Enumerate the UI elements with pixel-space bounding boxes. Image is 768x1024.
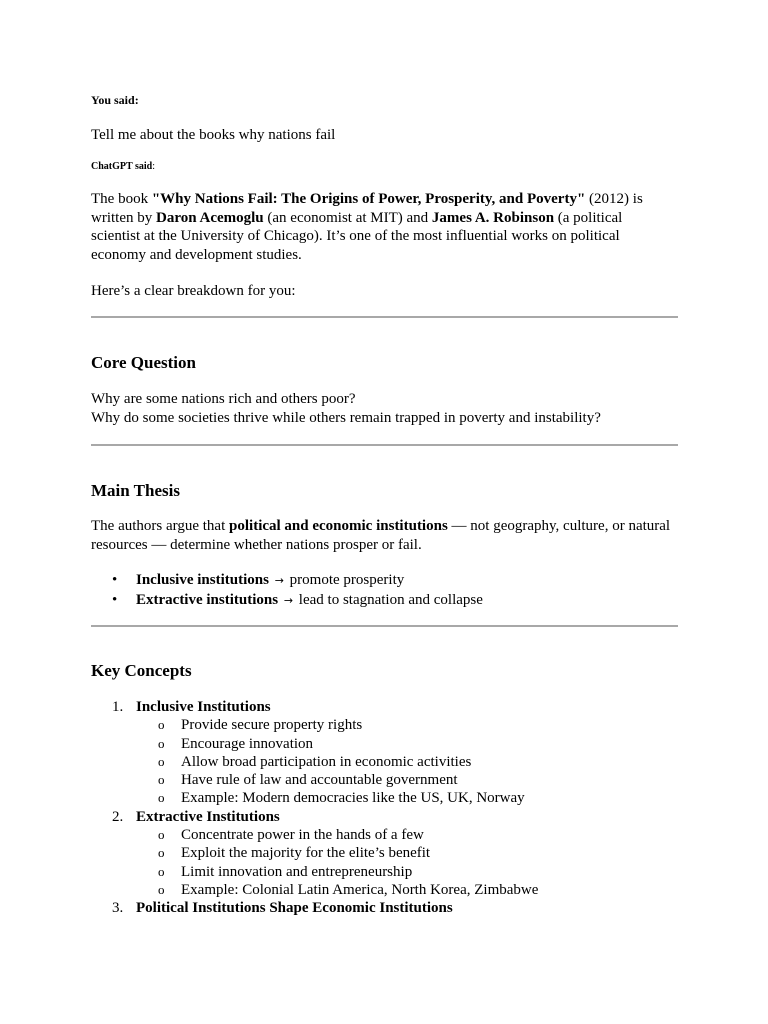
list-item bbox=[91, 899, 679, 917]
main-thesis-heading: Main Thesis bbox=[91, 481, 180, 500]
intro-text: (a political bbox=[554, 209, 623, 226]
core-question-body bbox=[91, 390, 679, 427]
sub-item-text: Limit innovation and entrepreneurship bbox=[181, 863, 413, 880]
intro-text: (an economist at MIT) and bbox=[263, 209, 432, 226]
user-message: Tell me about the books why nations fail bbox=[91, 127, 336, 143]
list-number: 2. bbox=[112, 808, 124, 825]
concept-title: Extractive Institutions bbox=[136, 808, 280, 825]
intro-text: written by bbox=[91, 209, 156, 226]
core-line-1: Why are some nations rich and others poor? bbox=[91, 391, 356, 407]
concept-title: Inclusive Institutions bbox=[136, 699, 271, 715]
thesis-line-2: resources — determine whether nations prosper or fail. bbox=[91, 536, 422, 553]
list-number: 3. bbox=[112, 900, 124, 917]
chatgpt-said-colon: : bbox=[152, 161, 156, 172]
intro-text: (2012) is bbox=[585, 191, 643, 207]
circle-bullet-icon: o bbox=[158, 717, 165, 733]
main-thesis-body bbox=[91, 517, 679, 554]
circle-bullet-icon: o bbox=[158, 827, 165, 843]
list-item bbox=[91, 591, 679, 611]
list-item bbox=[91, 571, 679, 591]
sub-item-text: Encourage innovation bbox=[181, 735, 314, 752]
list-item bbox=[91, 808, 679, 899]
author-name: Daron Acemoglu bbox=[156, 209, 264, 226]
circle-bullet-icon: o bbox=[158, 753, 165, 769]
thesis-bullet-list bbox=[91, 571, 679, 610]
sub-item-text: Allow broad participation in economic activities bbox=[181, 753, 472, 770]
bullet-icon: • bbox=[112, 572, 118, 588]
book-title: "Why Nations Fail: The Origins of Power, Prosperity, and Poverty" bbox=[151, 191, 586, 207]
core-line-2: Why do some societies thrive while others remain trapped in poverty and instability? bbox=[91, 409, 601, 426]
sub-item-text: Have rule of law and accountable government bbox=[181, 772, 458, 789]
divider bbox=[91, 625, 678, 627]
list-item bbox=[136, 716, 679, 734]
bullet-text: lead to stagnation and collapse bbox=[295, 591, 483, 608]
arrow-right-icon: → bbox=[274, 574, 284, 587]
chatgpt-said-text: ChatGPT said bbox=[91, 161, 153, 172]
thesis-text: The authors argue that bbox=[91, 518, 230, 534]
circle-bullet-icon: o bbox=[158, 881, 165, 897]
intro-text: The book bbox=[91, 191, 152, 207]
sub-item-text: Example: Modern democracies like the US, UK, Norway bbox=[181, 790, 525, 807]
bullet-bold: Inclusive institutions bbox=[136, 572, 269, 588]
sub-item-text: Exploit the majority for the elite’s benefit bbox=[181, 845, 431, 862]
author-name: James A. Robinson bbox=[431, 209, 555, 226]
key-concepts-list bbox=[91, 698, 679, 918]
list-item bbox=[136, 863, 679, 881]
sub-item-text: Provide secure property rights bbox=[181, 717, 363, 734]
chatgpt-said-label bbox=[91, 161, 155, 173]
breakdown-text bbox=[91, 282, 679, 301]
list-item bbox=[136, 771, 679, 789]
breakdown-line: Here’s a clear breakdown for you: bbox=[91, 283, 296, 299]
circle-bullet-icon: o bbox=[158, 772, 165, 788]
intro-line-4: economy and development studies. bbox=[91, 246, 302, 263]
arrow-right-icon: → bbox=[283, 593, 294, 607]
core-question-heading: Core Question bbox=[91, 353, 196, 372]
intro-paragraph bbox=[91, 190, 679, 264]
key-concepts-heading: Key Concepts bbox=[91, 661, 192, 680]
circle-bullet-icon: o bbox=[158, 863, 165, 879]
list-item bbox=[136, 789, 679, 807]
divider bbox=[91, 444, 678, 446]
circle-bullet-icon: o bbox=[158, 845, 165, 861]
sub-item-text: Concentrate power in the hands of a few bbox=[181, 827, 424, 844]
bullet-text: promote prosperity bbox=[285, 572, 405, 588]
list-item bbox=[136, 753, 679, 771]
list-item bbox=[91, 698, 679, 808]
list-item bbox=[136, 881, 679, 899]
concept-title: Political Institutions Shape Economic Institutions bbox=[136, 900, 453, 917]
intro-line-3: scientist at the University of Chicago). It’s one of the most influential works on political bbox=[91, 228, 620, 244]
bullet-icon: • bbox=[112, 591, 118, 608]
list-item bbox=[136, 826, 679, 844]
bullet-bold: Extractive institutions bbox=[136, 591, 279, 608]
concept-sublist bbox=[136, 826, 679, 899]
list-item bbox=[136, 844, 679, 862]
concept-sublist bbox=[136, 716, 679, 807]
list-item bbox=[136, 735, 679, 753]
intro-line-2 bbox=[91, 209, 679, 228]
intro-line-1 bbox=[91, 190, 679, 209]
divider bbox=[91, 316, 678, 318]
list-number: 1. bbox=[112, 699, 124, 715]
thesis-line-1 bbox=[91, 517, 679, 536]
sub-item-text: Example: Colonial Latin America, North Korea, Zimbabwe bbox=[181, 881, 539, 898]
circle-bullet-icon: o bbox=[158, 735, 165, 751]
you-said-label: You said: bbox=[91, 93, 139, 107]
thesis-emphasis: political and economic institutions bbox=[229, 518, 448, 534]
circle-bullet-icon: o bbox=[158, 790, 165, 806]
thesis-text: — not geography, culture, or natural bbox=[447, 518, 671, 534]
